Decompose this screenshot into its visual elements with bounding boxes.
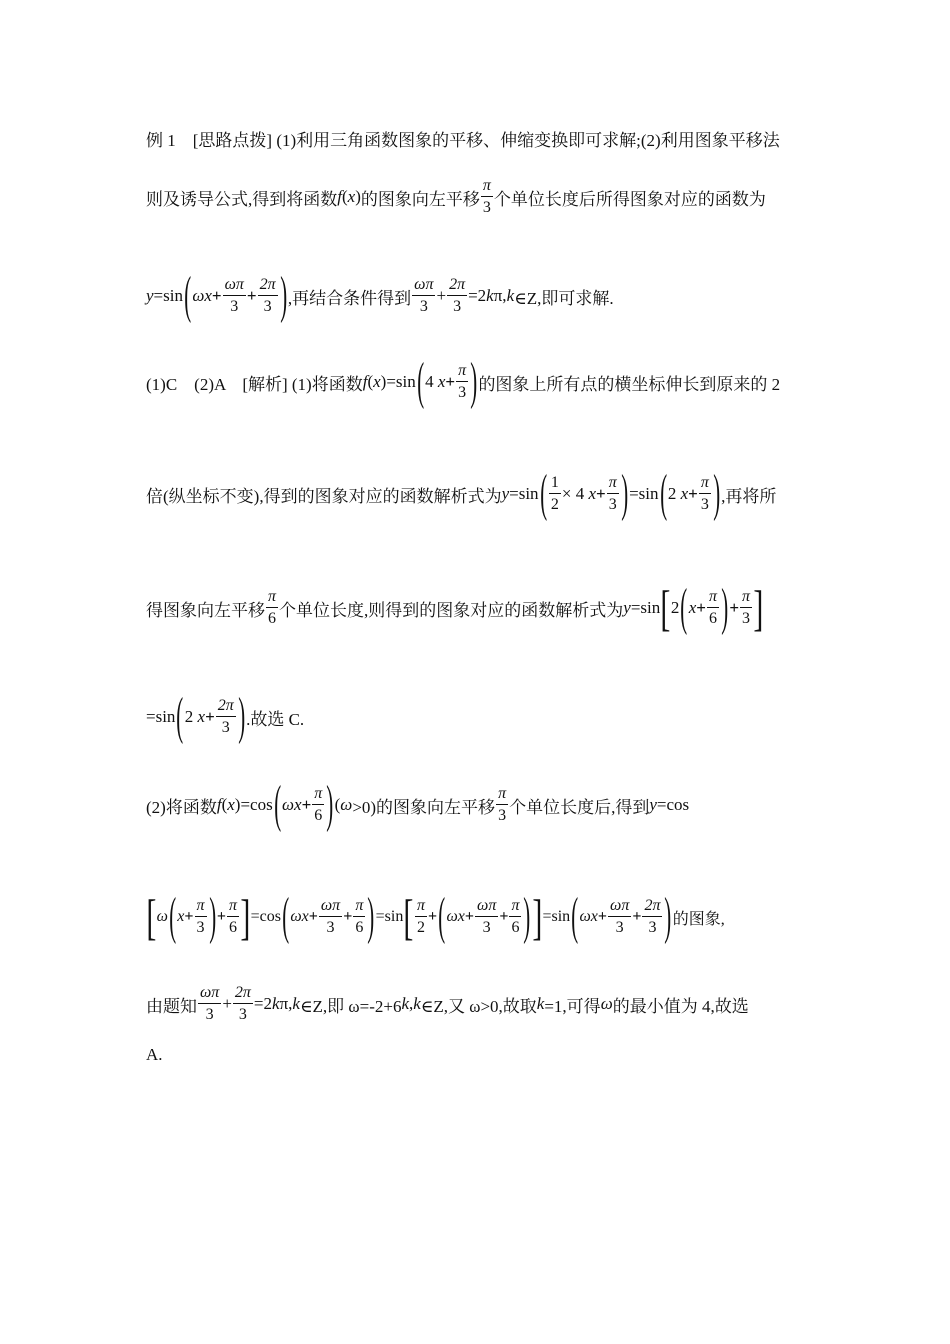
line-9: [ ω ( x + $\frac{\pi}{3}$ ) + $\frac{\pi}{6}$ ] =cos ( ω x + $\frac{\omega\pi}{3}$ + $\frac{\pi}{6}$ ) =sin [ π 2 + ( ω x + $\frac{\omega\pi}{3}$ + $\frac{\pi}{6}$ ) ] =sin ( ω x + $\frac{\omega\pi}{3}$ + $\frac{2\pi}{3}$ ) 的图象, xyxy=(146,888,725,945)
text: (2)将函数 xyxy=(146,797,217,817)
text: 的图象上所有点的横坐标伸长到原来的 2 xyxy=(478,374,781,394)
text: .故选 C. xyxy=(246,709,305,729)
paren-group: ( ω x + $\frac{\omega\pi}{3}$ + $\frac{\pi}{6}$ ) xyxy=(282,888,375,945)
text: A. xyxy=(146,1045,163,1064)
line-8: (2)将函数 f ( x ) =cos ( ω x + $\frac{\pi}{6}$ ) ( ω >0)的图象向左平移 π 3 个单位长度后,得到 y =cos xyxy=(146,776,690,833)
bracket-group: [ π 2 + ( ω x + $\frac{\omega\pi}{3}$ + $\frac{\pi}{6}$ ) ] xyxy=(403,888,543,945)
paren-group: ( ω x + $\frac{\omega\pi}{3}$ + $\frac{2\pi}{3}$ ) xyxy=(571,888,672,945)
line-5: 倍(纵坐标不变),得到的图象对应的函数解析式为 y =sin ( $\frac{1}{2}$ × 4 x + $\frac{\pi}{3}$ ) =sin ( 2 x + $\frac{\pi}{3}$ ) ,再将所 xyxy=(146,465,777,522)
fraction: $\frac{2\pi}{3}$ xyxy=(234,984,251,1023)
paren-group: ( $\frac{1}{2}$ × 4 x + $\frac{\pi}{3}$ ) xyxy=(539,465,628,522)
line-7: =sin ( 2 x + $\frac{2\pi}{3}$ ) .故选 C. xyxy=(146,688,305,745)
text: 个单位长度后所得图象对应的函数为 xyxy=(493,189,766,209)
line-10: 由题知 ωπ 3 + $\frac{2\pi}{3}$ =2 k π, k ∈Z,即 ω=-2+6 k , k ∈Z,又 ω>0,故取 k =1,可得 ω 的最小值为 4,故选 xyxy=(146,984,749,1023)
fraction: ωπ 3 xyxy=(200,984,220,1023)
text: 个单位长度后,得到 xyxy=(509,797,650,817)
text: ,再结合条件得到 xyxy=(287,288,412,308)
text: 的图象向左平移 xyxy=(360,189,480,209)
text: 倍(纵坐标不变),得到的图象对应的函数解析式为 xyxy=(146,486,502,506)
text: 由题知 xyxy=(146,996,197,1016)
paren-group: ( 4 x + $\frac{\pi}{3}$ ) xyxy=(416,353,478,410)
line-3: y =sin ( ω x + $\frac{\omega\pi}{3}$ + $\frac{2\pi}{3}$ ) ,再结合条件得到 ωπ 3 + $\frac{2\pi}{3}$ =2 k π, k ∈Z,即可求解. xyxy=(146,267,614,324)
line-1 xyxy=(146,113,780,163)
text: 的图象, xyxy=(672,910,725,928)
text: 例 1 [思路点拨] (1)利用三角函数图象的平移、伸缩变换即可求解;(2)利用图象平移法 xyxy=(146,130,780,150)
text: ,再将所 xyxy=(721,486,777,506)
paren-group: ( 2 x + $\frac{\pi}{3}$ ) xyxy=(659,465,720,522)
line-2: 则及诱导公式,得到将函数 f ( x ) 的图象向左平移 π 3 个单位长度后所得图象对应的函数为 xyxy=(146,177,766,216)
var-x: x xyxy=(347,187,356,206)
bracket-group: [ ω ( x + $\frac{\pi}{3}$ ) + $\frac{\pi}{6}$ ] xyxy=(146,888,251,945)
sin-label: =sin xyxy=(153,286,183,305)
text: (1)C (2)A [解析] (1)将函数 xyxy=(146,374,363,394)
line-6: 得图象向左平移 π 6 个单位长度,则得到的图象对应的函数解析式为 y =sin [ 2 ( x + $\frac{\pi}{6}$ ) + $\frac{\pi}{3}$ ] xyxy=(146,579,764,636)
paren-group: ( ω x + $\frac{\omega\pi}{3}$ + $\frac{2\pi}{3}$ ) xyxy=(184,267,287,324)
var-f: f xyxy=(337,187,342,206)
line-11 xyxy=(146,1030,163,1080)
fraction: π 3 xyxy=(482,177,491,216)
fraction: π 3 xyxy=(498,785,507,824)
fraction: ωπ 3 xyxy=(414,276,434,315)
text: 得图象向左平移 xyxy=(146,600,265,620)
text: 则及诱导公式,得到将函数 xyxy=(146,189,338,209)
var-y: y xyxy=(146,286,154,305)
bracket-group: [ 2 ( x + $\frac{\pi}{6}$ ) + $\frac{\pi}{3}$ ] xyxy=(660,579,764,636)
paren-group: ( ω x + $\frac{\pi}{6}$ ) xyxy=(273,776,334,833)
fraction: $\frac{2\pi}{3}$ xyxy=(449,276,466,315)
line-4: (1)C (2)A [解析] (1)将函数 f ( x ) =sin ( 4 x + $\frac{\pi}{3}$ ) 的图象上所有点的横坐标伸长到原来的 2 xyxy=(146,353,781,410)
paren-group: ( 2 x + $\frac{2\pi}{3}$ ) xyxy=(176,688,245,745)
fraction: π 6 xyxy=(268,588,277,627)
text: 个单位长度,则得到的图象对应的函数解析式为 xyxy=(279,600,624,620)
